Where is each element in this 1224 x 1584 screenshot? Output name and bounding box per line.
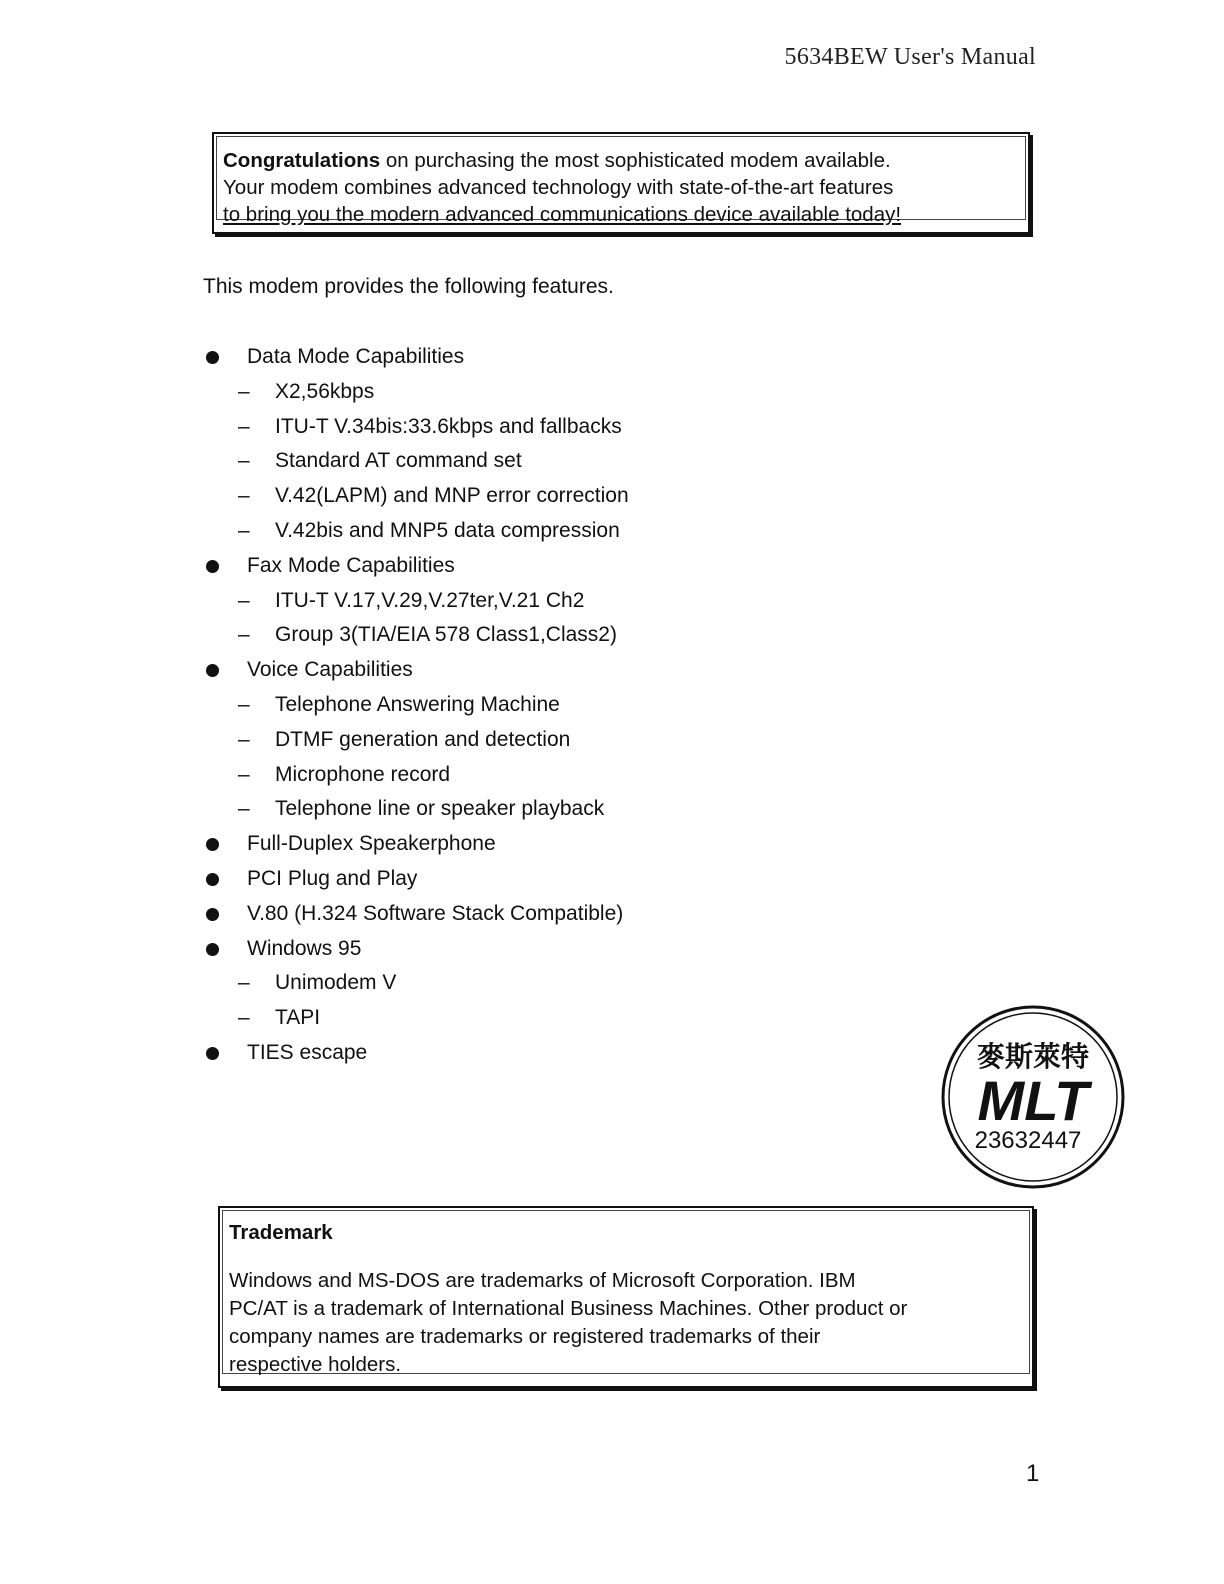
sub-item: – ITU-T V.34bis:33.6kbps and fallbacks: [200, 410, 820, 445]
dash-icon: –: [238, 449, 250, 473]
sub-item: – X2,56kbps: [200, 375, 820, 410]
trademark-line-3: company names are trademarks or registered trademarks of their: [229, 1325, 821, 1348]
sub-item: – Standard AT command set: [200, 444, 820, 479]
bullet-icon: [206, 838, 219, 851]
bullet-icon: [206, 1047, 219, 1060]
trademark-line-2: PC/AT is a trademark of International Business Machines. Other product or: [229, 1297, 908, 1320]
bullet-icon: [206, 908, 219, 921]
sub-item: – V.42(LAPM) and MNP error correction: [200, 479, 820, 514]
sub-item: – Unimodem V: [200, 966, 820, 1001]
sub-item: – Microphone record: [200, 758, 820, 793]
dash-icon: –: [238, 379, 250, 403]
running-header: 5634BEW User's Manual: [784, 44, 1036, 70]
sub-item: – Telephone Answering Machine: [200, 688, 820, 723]
sub-item: – DTMF generation and detection: [200, 723, 820, 758]
sub-item: – Group 3(TIA/EIA 578 Class1,Class2): [200, 618, 820, 653]
features-intro: This modem provides the following features.: [203, 275, 614, 298]
congrats-line-1: [223, 147, 1019, 174]
dash-icon: –: [238, 727, 250, 751]
bullet-icon: [206, 664, 219, 677]
dash-icon: –: [238, 414, 250, 438]
trademark-title: Trademark: [229, 1221, 333, 1244]
dash-icon: –: [238, 692, 250, 716]
bullet-icon: [206, 351, 219, 364]
feature-list: [200, 340, 820, 1071]
bullet-icon: [206, 560, 219, 573]
congrats-bold-word: Congratulations: [223, 149, 381, 172]
dash-icon: –: [238, 484, 250, 508]
feature-speakerphone: Full-Duplex Speakerphone: [200, 827, 820, 862]
feature-pci: PCI Plug and Play: [200, 862, 820, 897]
dash-icon: –: [238, 623, 250, 647]
trademark-line-1: Windows and MS-DOS are trademarks of Microsoft Corporation. IBM: [229, 1269, 856, 1292]
congrats-line-3: to bring you the modern advanced communications device available today!: [223, 203, 902, 226]
congrats-line-1-rest: on purchasing the most sophisticated modem available.: [380, 149, 891, 172]
feature-v80: V.80 (H.324 Software Stack Compatible): [200, 897, 820, 932]
stamp-brand-text: MLT: [977, 1069, 1089, 1132]
feature-data-mode: Data Mode Capabilities: [200, 340, 820, 375]
feature-ties: TIES escape: [200, 1036, 820, 1071]
sub-item: – TAPI: [200, 1001, 820, 1036]
congrats-line-2: Your modem combines advanced technology with state-of-the-art features: [223, 176, 894, 199]
stamp-chinese-text: 麥斯萊特: [976, 1040, 1090, 1073]
bullet-icon: [206, 873, 219, 886]
feature-windows: Windows 95: [200, 932, 820, 967]
stamp-number-text: 23632447: [974, 1127, 1082, 1154]
sub-item: – ITU-T V.17,V.29,V.27ter,V.21 Ch2: [200, 584, 820, 619]
dash-icon: –: [238, 1006, 250, 1030]
feature-voice: Voice Capabilities: [200, 653, 820, 688]
dash-icon: –: [238, 797, 250, 821]
sub-item: – V.42bis and MNP5 data compression: [200, 514, 820, 549]
mlt-stamp: [938, 1002, 1128, 1192]
trademark-body: [229, 1267, 1023, 1379]
trademark-box: [218, 1206, 1034, 1388]
dash-icon: –: [238, 971, 250, 995]
congratulations-box: [212, 132, 1030, 234]
feature-fax-mode: Fax Mode Capabilities: [200, 549, 820, 584]
bullet-icon: [206, 943, 219, 956]
dash-icon: –: [238, 518, 250, 542]
trademark-line-4: respective holders.: [229, 1353, 402, 1376]
page-number: 1: [1026, 1460, 1040, 1487]
dash-icon: –: [238, 588, 250, 612]
sub-item: – Telephone line or speaker playback: [200, 792, 820, 827]
dash-icon: –: [238, 762, 250, 786]
